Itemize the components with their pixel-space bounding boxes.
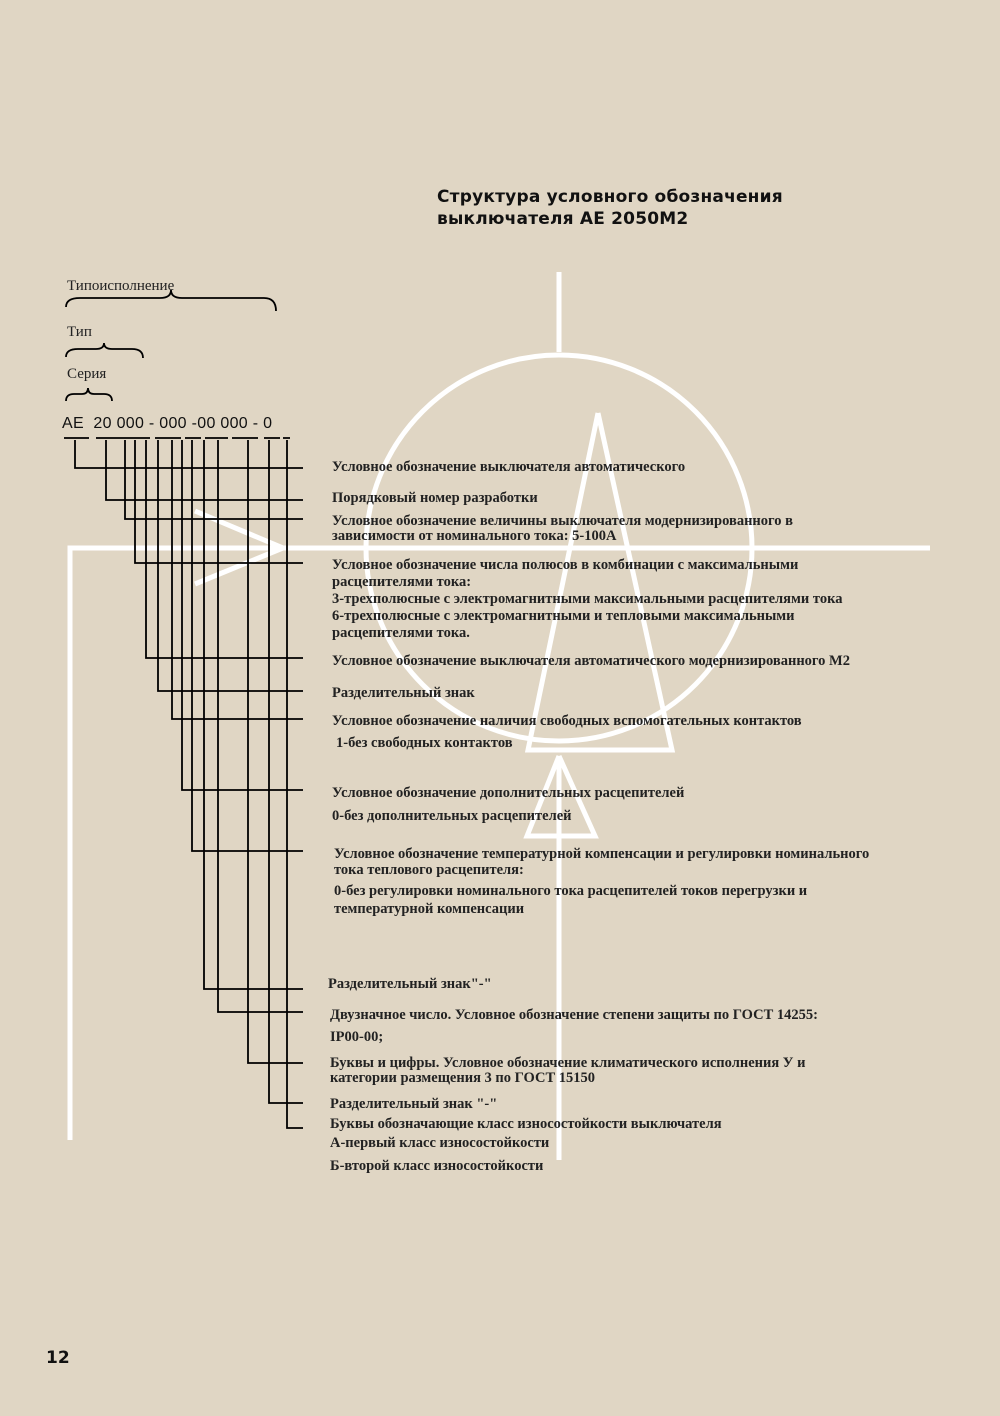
description-4-line-4: 6-трехполюсные с электромагнитными и тепловыми максимальными bbox=[332, 608, 795, 624]
designation-code: АЕ 20 000 - 000 -00 000 - 0 bbox=[62, 415, 273, 432]
brace-seriya bbox=[66, 388, 112, 401]
description-8-line-1: Условное обозначение дополнительных расцепителей bbox=[332, 785, 685, 801]
label-tipoispolnenie: Типоисполнение bbox=[67, 278, 175, 294]
description-1: Условное обозначение выключателя автоматического bbox=[332, 459, 686, 475]
description-14-line-2: А-первый класс износостойкости bbox=[330, 1135, 550, 1151]
leader-6 bbox=[158, 440, 303, 691]
description-7-line-1: Условное обозначение наличия свободных вспомогательных контактов bbox=[332, 713, 802, 729]
page-title bbox=[437, 186, 783, 230]
leader-8 bbox=[182, 440, 303, 790]
leader-11 bbox=[218, 440, 303, 1012]
leader-14 bbox=[287, 440, 303, 1128]
description-10: Разделительный знак"-" bbox=[328, 976, 492, 992]
description-3-line-2: зависимости от номинального тока: 5-100А bbox=[332, 528, 617, 544]
label-tip: Тип bbox=[67, 324, 92, 340]
description-9-line-4: температурной компенсации bbox=[334, 901, 525, 917]
description-2: Порядковый номер разработки bbox=[332, 490, 538, 506]
description-14-line-1: Буквы обозначающие класс износостойкости выключателя bbox=[330, 1116, 722, 1132]
description-5: Условное обозначение выключателя автоматического модернизированного М2 bbox=[332, 653, 850, 669]
leader-5 bbox=[146, 440, 303, 658]
description-9-line-1: Условное обозначение температурной компенсации и регулировки номинального bbox=[334, 846, 870, 862]
description-12-line-2: категории размещения 3 по ГОСТ 15150 bbox=[330, 1070, 595, 1086]
description-7-line-2: 1-без свободных контактов bbox=[336, 735, 513, 751]
description-8-line-2: 0-без дополнительных расцепителей bbox=[332, 808, 572, 824]
title-line-1: Структура условного обозначения bbox=[437, 187, 783, 207]
description-9-line-2: тока теплового расцепителя: bbox=[334, 862, 524, 878]
description-4-line-5: расцепителями тока. bbox=[332, 625, 470, 641]
leader-3 bbox=[125, 440, 303, 519]
description-4-line-1: Условное обозначение числа полюсов в комбинации с максимальными bbox=[332, 557, 799, 573]
description-11-line-2: IP00-00; bbox=[330, 1029, 384, 1045]
description-4-line-2: расцепителями тока: bbox=[332, 574, 472, 590]
description-13: Разделительный знак "-" bbox=[330, 1096, 498, 1112]
page-number: 12 bbox=[46, 1348, 70, 1368]
description-4-line-3: 3-трехполюсные с электромагнитными максимальными расцепителями тока bbox=[332, 591, 843, 607]
title-line-2: выключателя АЕ 2050М2 bbox=[437, 209, 689, 229]
brace-tip bbox=[66, 343, 143, 358]
leader-13 bbox=[269, 440, 303, 1103]
description-3-line-1: Условное обозначение величины выключателя модернизированного в bbox=[332, 513, 793, 529]
description-12-line-1: Буквы и цифры. Условное обозначение климатического исполнения У и bbox=[330, 1055, 806, 1071]
label-seriya: Серия bbox=[67, 366, 107, 382]
leader-4 bbox=[135, 440, 303, 563]
description-14-line-3: Б-второй класс износостойкости bbox=[330, 1158, 544, 1174]
description-11-line-1: Двузначное число. Условное обозначение степени защиты по ГОСТ 14255: bbox=[330, 1007, 818, 1023]
description-6: Разделительный знак bbox=[332, 685, 475, 701]
description-9-line-3: 0-без регулировки номинального тока расцепителей токов перегрузки и bbox=[334, 883, 808, 899]
leader-12 bbox=[248, 440, 303, 1063]
